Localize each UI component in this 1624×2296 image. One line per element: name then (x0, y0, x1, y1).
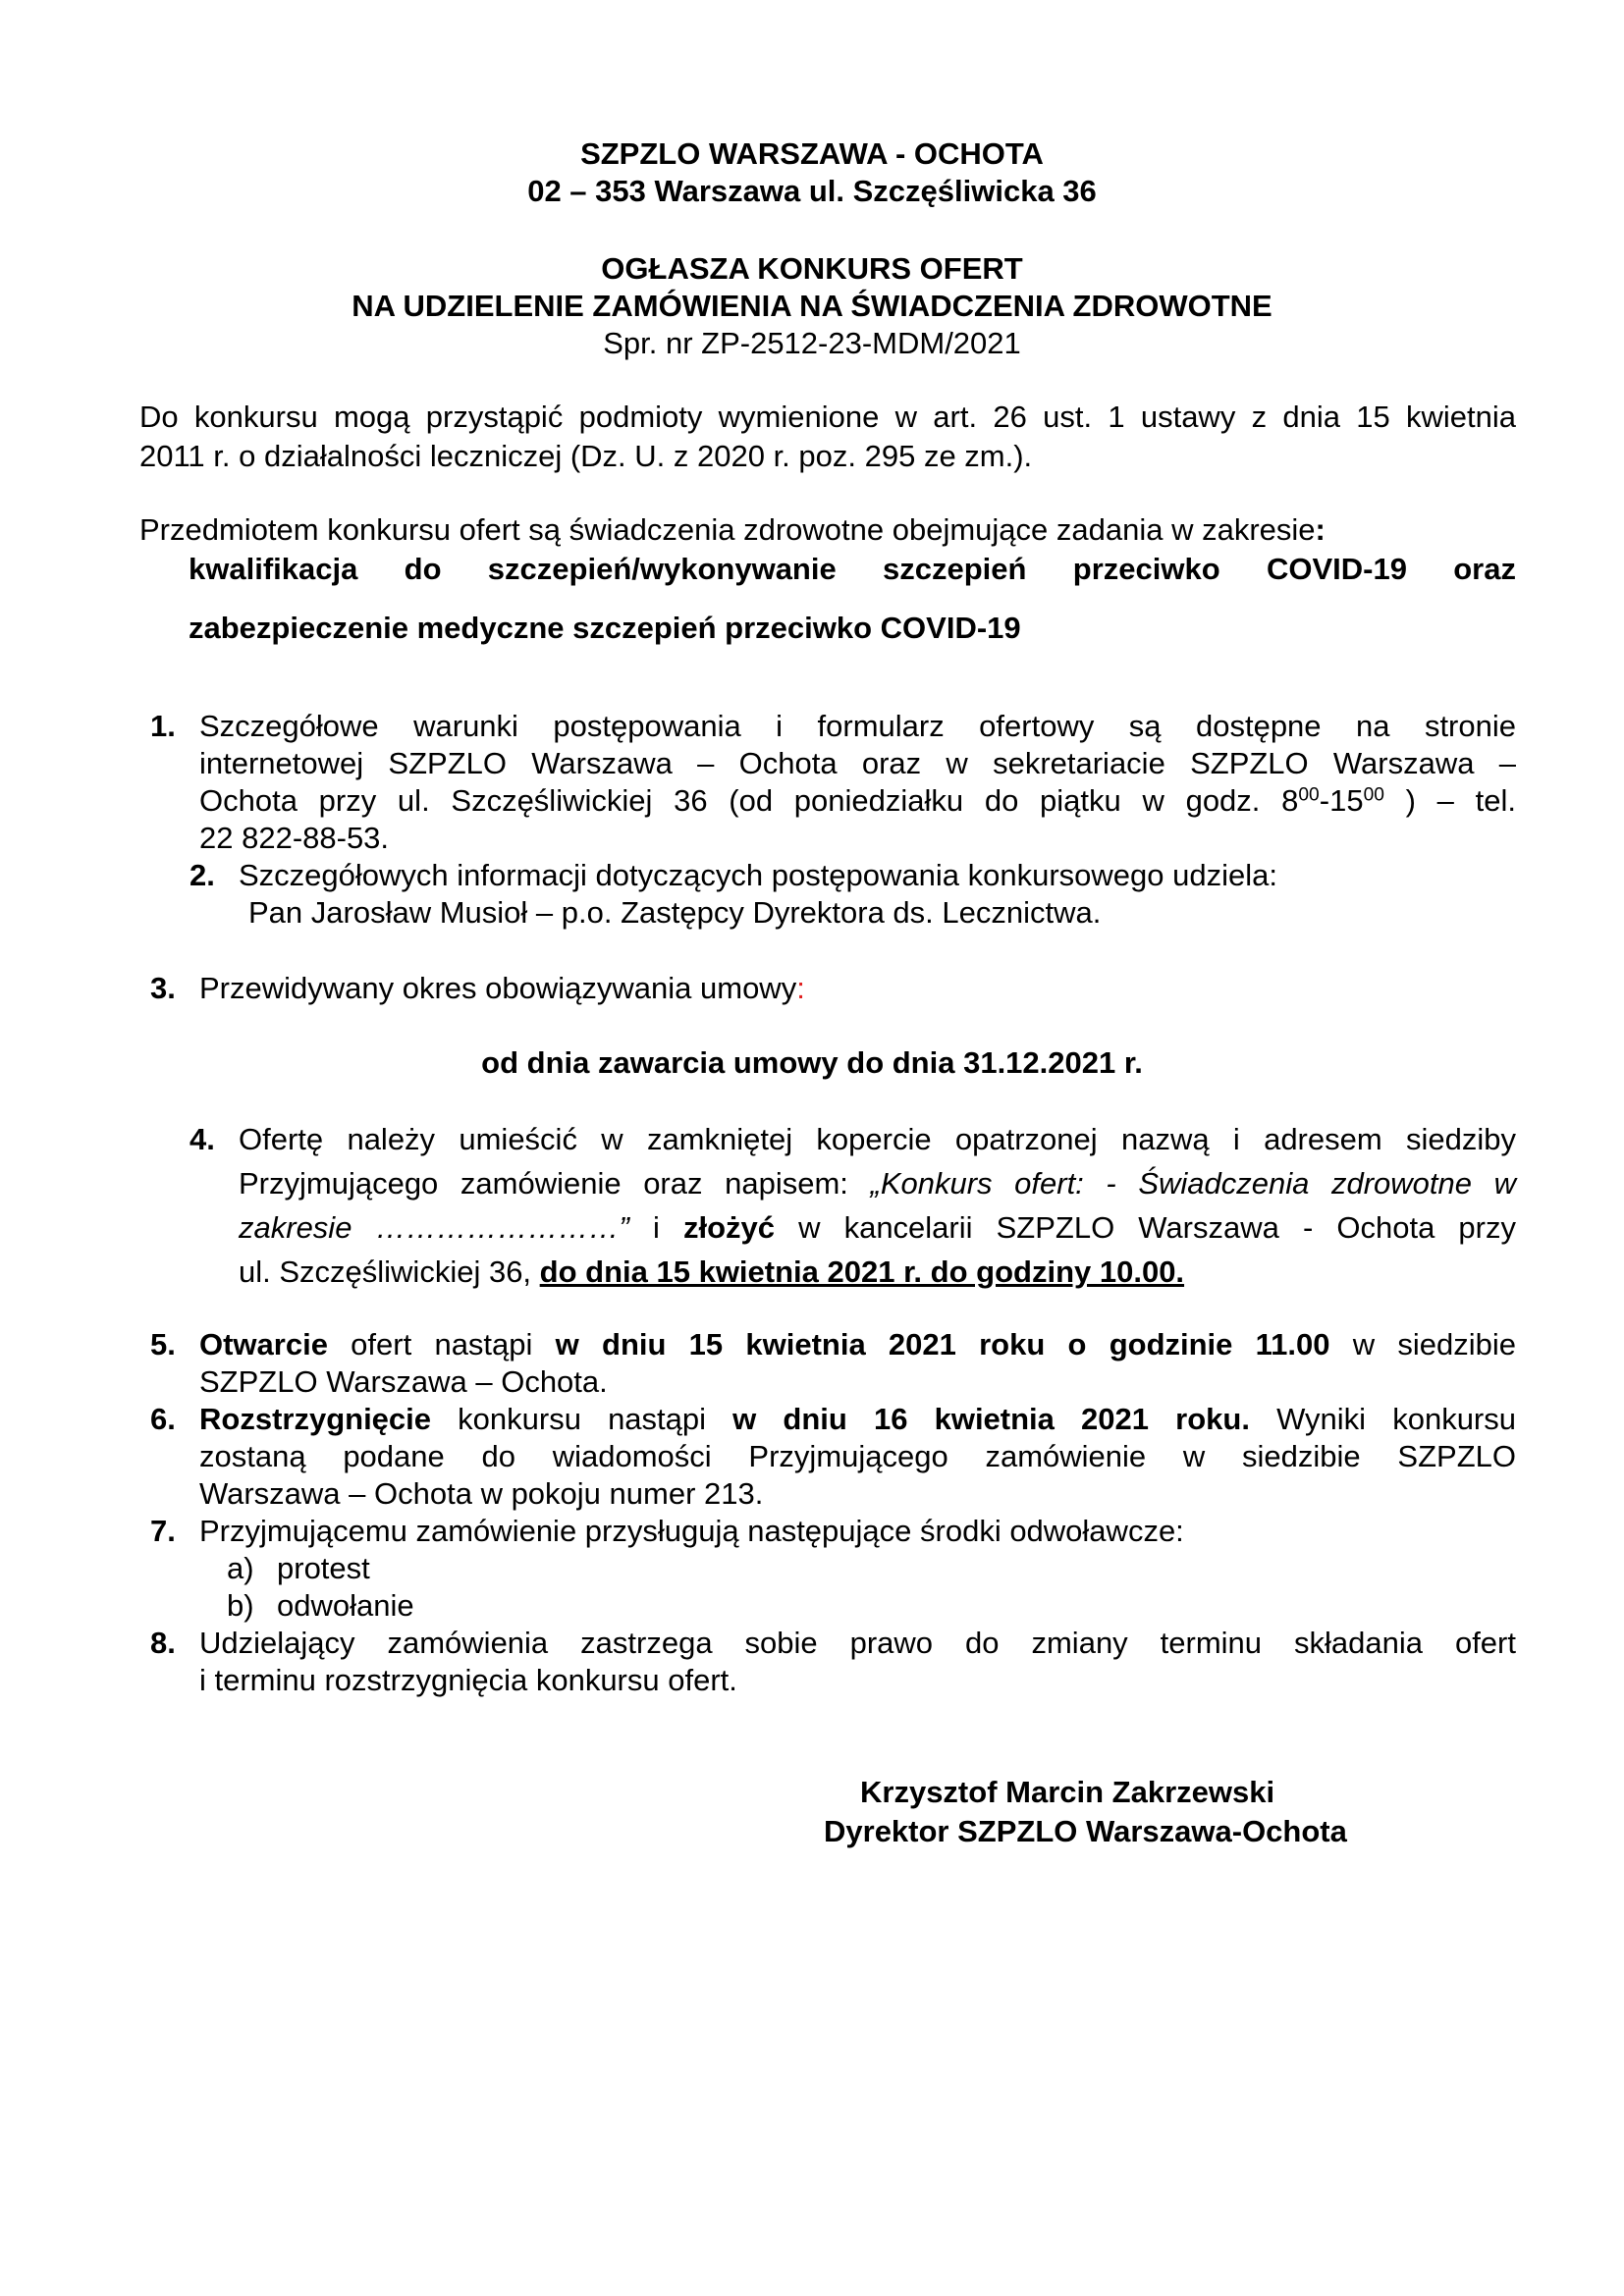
item-3-text: Przewidywany okres obowiązywania umowy (199, 971, 797, 1005)
item-6-line-1 (199, 1402, 1516, 1437)
organization-address: 02 – 353 Warszawa ul. Szczęśliwicka 36 (527, 174, 1097, 208)
item-8-number: 8. (150, 1626, 176, 1660)
item-1-line-3 (199, 783, 1516, 819)
item-1-phone: 22 822-88-53. (199, 821, 390, 855)
subject-colon: : (1315, 512, 1326, 547)
item-3-number: 3. (150, 971, 176, 1005)
item-4-line-2 (239, 1166, 1516, 1201)
intro-line-2: 2011 r. o działalności leczniczej (Dz. U. z 2020 r. poz. 295 ze zm.). (139, 439, 1033, 473)
item-4-street: ul. Szczęśliwickiej 36, (239, 1255, 540, 1289)
item-3-line-1 (199, 971, 805, 1006)
signatory-role: Dyrektor SZPZLO Warszawa-Ochota (824, 1814, 1347, 1848)
remedy-a-label: a) (227, 1551, 254, 1585)
item-4-office: w kancelarii SZPZLO Warszawa - Ochota przy (774, 1210, 1516, 1245)
item-4-line-1: Ofertę należy umieścić w zamkniętej kopercie opatrzonej nazwą i adresem siedziby (239, 1122, 1516, 1156)
item-4-submit-word: złożyć (682, 1210, 775, 1245)
remedy-b-text: odwołanie (277, 1588, 414, 1623)
resolution-date: w dniu 16 kwietnia 2021 roku. (732, 1402, 1250, 1436)
opening-date: w dniu 15 kwietnia 2021 roku o godzinie 11.00 (555, 1327, 1330, 1362)
announcement-subtitle: NA UDZIELENIE ZAMÓWIENIA NA ŚWIADCZENIA ZDROWOTNE (352, 289, 1272, 323)
item-3-colon: : (796, 971, 805, 1005)
item-8-line-1: Udzielający zamówienia zastrzega sobie prawo do zmiany terminu składania ofert (199, 1626, 1516, 1660)
item-5-place: w siedzibie (1329, 1327, 1516, 1362)
item-7-number: 7. (150, 1514, 176, 1548)
item-6-line-2: zostaną podane do wiadomości Przyjmującego zamówienie w siedzibie SZPZLO (199, 1439, 1516, 1473)
item-1-line-2: internetowej SZPZLO Warszawa – Ochota oraz w sekretariacie SZPZLO Warszawa – (199, 746, 1516, 780)
hours-end: -15 (1319, 783, 1364, 818)
item-2-line-1: Szczegółowych informacji dotyczących postępowania konkursowego udziela: (239, 858, 1277, 892)
hours-end-minutes: 00 (1363, 784, 1384, 806)
resolution-label: Rozstrzygnięcie (199, 1402, 432, 1436)
item-4-number: 4. (189, 1122, 215, 1156)
item-5-text: ofert nastąpi (327, 1327, 556, 1362)
item-5-number: 5. (150, 1327, 176, 1362)
subject-scope-line-1: kwalifikacja do szczepień/wykonywanie szczepień przeciwko COVID-19 oraz (189, 552, 1516, 586)
subject-lead-text: Przedmiotem konkursu ofert są świadczenia zdrowotne obejmujące zadania w zakresie (139, 512, 1316, 547)
item-5-line-2: SZPZLO Warszawa – Ochota. (199, 1364, 608, 1399)
case-number: Spr. nr ZP-2512-23-MDM/2021 (603, 326, 1021, 360)
item-6-results: Wyniki konkursu (1249, 1402, 1516, 1436)
organization-name: SZPZLO WARSZAWA - OCHOTA (580, 136, 1044, 171)
item-7-line-1: Przyjmującemu zamówienie przysługują następujące środki odwoławcze: (199, 1514, 1184, 1548)
item-1-tel-label: ) – tel. (1383, 783, 1516, 818)
remedy-a-text: protest (277, 1551, 370, 1585)
subject-lead (139, 512, 1326, 548)
subject-scope-line-2: zabezpieczenie medyczne szczepień przeciwko COVID-19 (189, 611, 1021, 645)
item-4-label-text: Przyjmującego zamówienie oraz napisem: (239, 1166, 871, 1201)
item-4-line-4 (239, 1255, 1184, 1290)
envelope-label-quote: „Konkurs ofert: - Świadczenia zdrowotne w (870, 1166, 1516, 1201)
item-6-text: konkursu nastąpi (431, 1402, 733, 1436)
envelope-label-scope: zakresie ……………………” (239, 1210, 629, 1245)
item-1-number: 1. (150, 709, 176, 743)
intro-line-1: Do konkursu mogą przystąpić podmioty wymienione w art. 26 ust. 1 ustawy z dnia 15 kwietnia (139, 400, 1516, 434)
item-2-number: 2. (189, 858, 215, 892)
item-4-conj: i (628, 1210, 683, 1245)
item-5-line-1 (199, 1327, 1516, 1362)
item-6-number: 6. (150, 1402, 176, 1436)
opening-label: Otwarcie (199, 1327, 328, 1362)
announcement-title: OGŁASZA KONKURS OFERT (601, 251, 1023, 286)
item-8-line-2: i terminu rozstrzygnięcia konkursu ofert. (199, 1663, 737, 1697)
item-2-contact: Pan Jarosław Musioł – p.o. Zastępcy Dyrektora ds. Lecznictwa. (248, 895, 1102, 930)
submission-deadline: do dnia 15 kwietnia 2021 r. do godziny 10.00. (539, 1255, 1185, 1289)
signatory-name: Krzysztof Marcin Zakrzewski (860, 1775, 1275, 1809)
item-4-line-3 (239, 1210, 1516, 1246)
item-1-line-1: Szczegółowe warunki postępowania i formularz ofertowy są dostępne na stronie (199, 709, 1516, 743)
hours-start-minutes: 00 (1298, 784, 1320, 806)
item-1-hours-text: Ochota przy ul. Szczęśliwickiej 36 (od poniedziałku do piątku w godz. 8 (199, 783, 1299, 818)
remedy-b-label: b) (227, 1588, 254, 1623)
contract-period: od dnia zawarcia umowy do dnia 31.12.2021 r. (481, 1045, 1143, 1080)
item-6-line-3: Warszawa – Ochota w pokoju numer 213. (199, 1476, 764, 1511)
